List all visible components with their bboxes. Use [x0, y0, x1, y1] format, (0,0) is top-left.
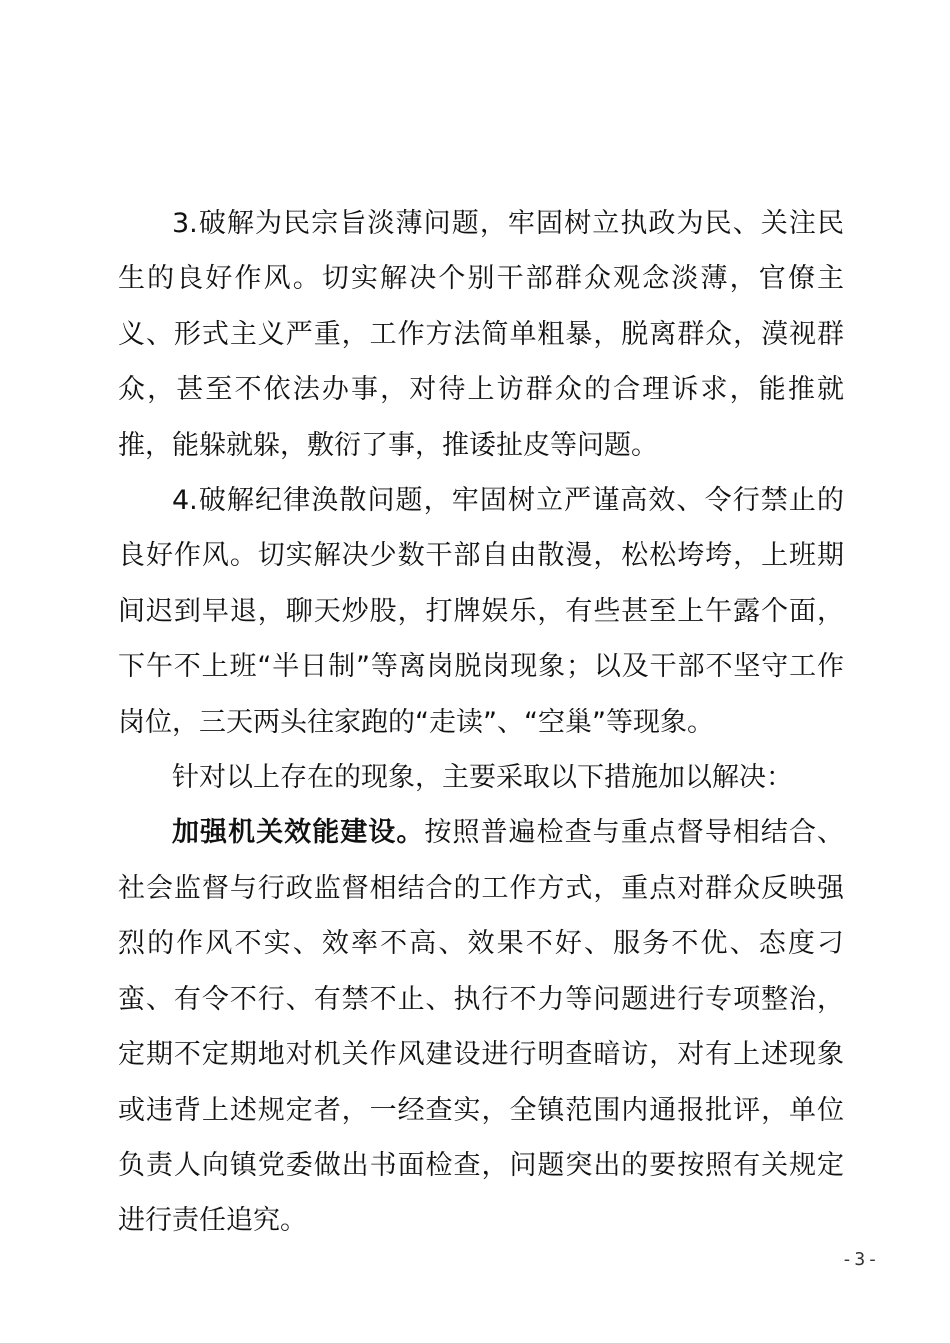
paragraph-1 [118, 196, 844, 473]
paragraph-1-text: 3.破解为民宗旨淡薄问题，牢固树立执政为民、关注民生的良好作风。切实解决个别干部群众观念淡薄，官僚主义、形式主义严重，工作方法简单粗暴，脱离群众，漠视群众，甚至不依法办事，对待上访群众的合理诉求，能推就推，能躲就躲，敷衍了事，推诿扯皮等问题。 [118, 208, 844, 461]
paragraph-2 [118, 473, 844, 750]
paragraph-4-lead: 加强机关效能建设。 [172, 817, 425, 849]
paragraph-4-text: 按照普遍检查与重点督导相结合、社会监督与行政监督相结合的工作方式，重点对群众反映强烈的作风不实、效率不高、效果不好、服务不优、态度刁蛮、有令不行、有禁不止、执行不力等问题进行专项整治，定期不定期地对机关作风建设进行明查暗访，对有上述现象或违背上述规定者，一经查实，全镇范围内通报批评，单位负责人向镇党委做出书面检查，问题突出的要按照有关规定进行责任追究。 [118, 817, 845, 1237]
page-number: -3- [841, 1249, 880, 1270]
paragraph-4 [118, 805, 844, 1248]
paragraph-2-text: 4.破解纪律涣散问题，牢固树立严谨高效、令行禁止的良好作风。切实解决少数干部自由散漫，松松垮垮，上班期间迟到早退，聊天炒股，打牌娱乐，有些甚至上午露个面，下午不上班“半日制”等离岗脱岗现象；以及干部不坚守工作岗位，三天两头往家跑的“走读”、“空巢”等现象。 [118, 485, 844, 738]
paragraph-3 [118, 750, 844, 805]
document-body [118, 196, 844, 1249]
paragraph-3-text: 针对以上存在的现象，主要采取以下措施加以解决： [172, 762, 793, 794]
